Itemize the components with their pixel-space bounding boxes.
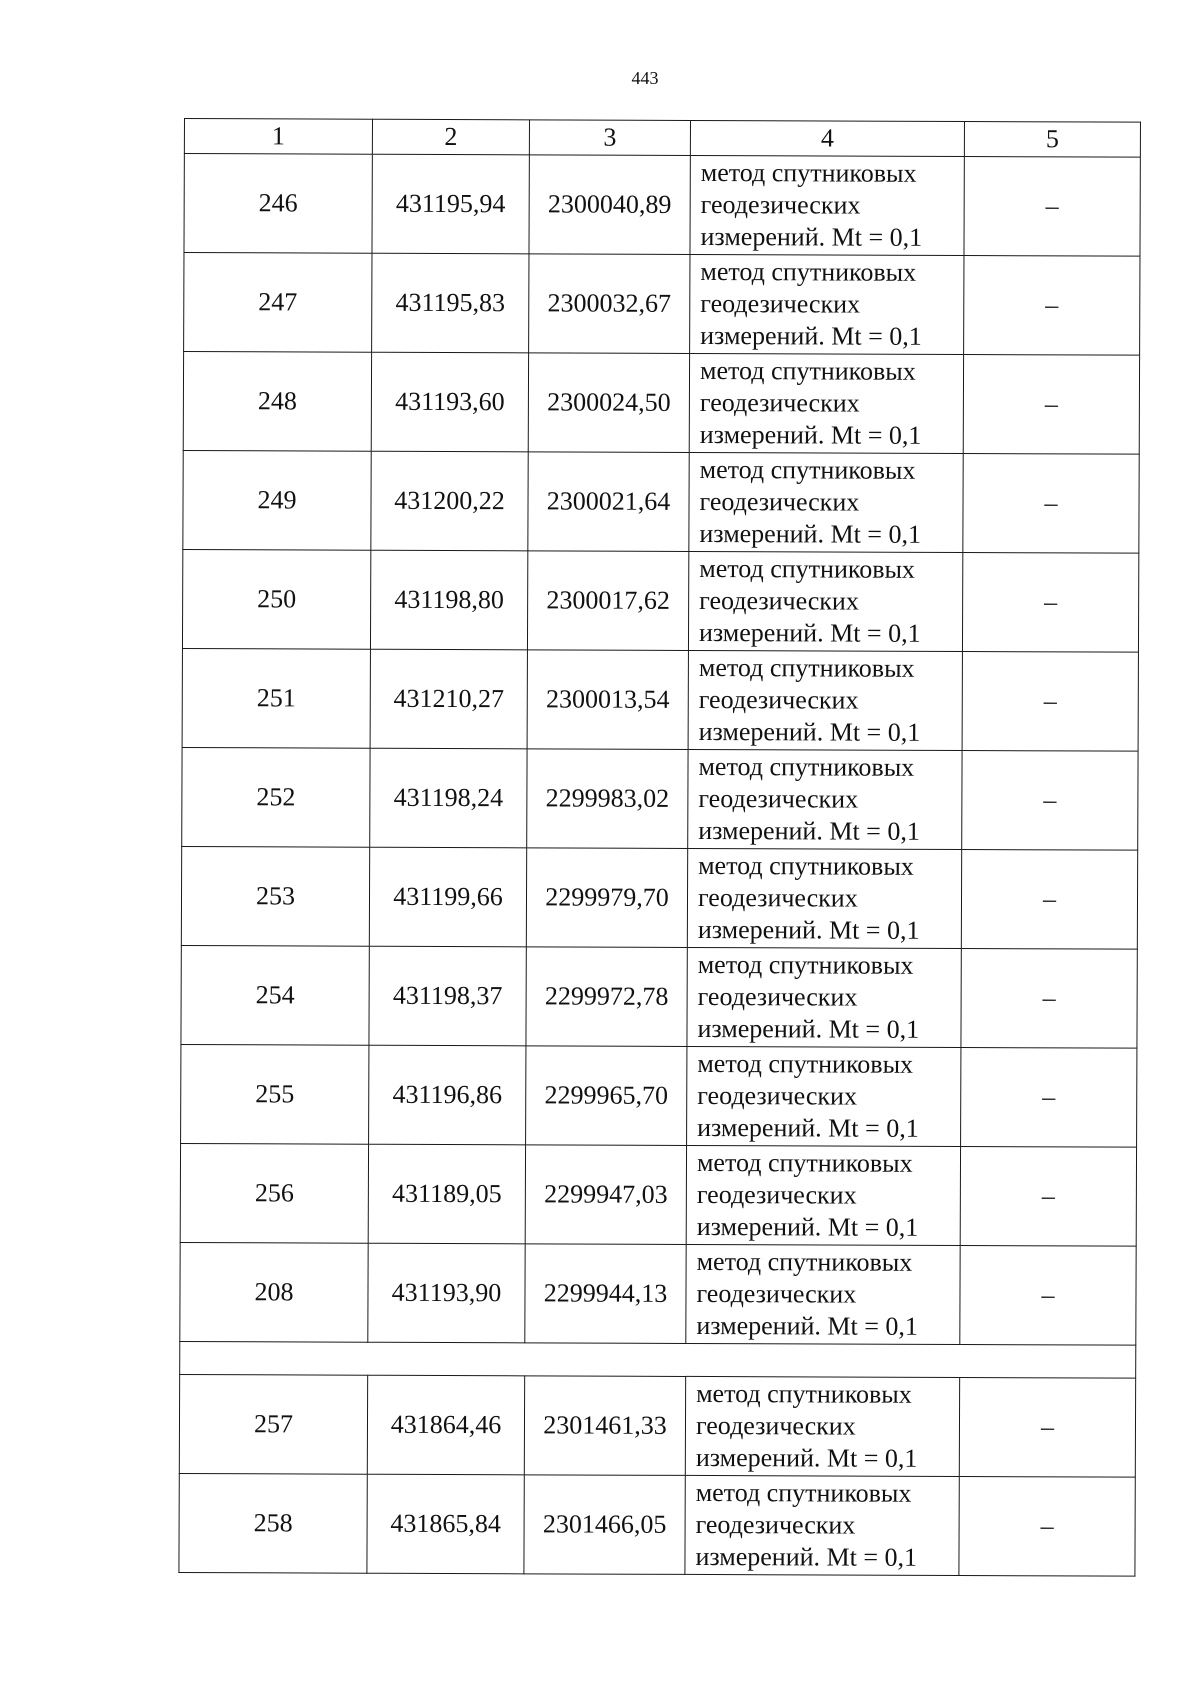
point-number-cell: 248 bbox=[183, 352, 371, 452]
table-gap bbox=[180, 1341, 1136, 1378]
coordinate-x-cell: 431198,37 bbox=[369, 946, 526, 1046]
method-line: измерений. Mt = 0,1 bbox=[698, 815, 920, 846]
method-line: метод спутниковых bbox=[699, 355, 916, 386]
coordinate-y-cell: 2300032,67 bbox=[529, 254, 690, 354]
table-row bbox=[182, 648, 1138, 751]
dash-cell: – bbox=[960, 1146, 1136, 1246]
dash-cell: – bbox=[962, 651, 1138, 751]
method-line: измерений. Mt = 0,1 bbox=[699, 518, 922, 549]
method-line: геодезических bbox=[697, 981, 858, 1012]
method-line: метод спутниковых bbox=[699, 454, 916, 485]
method-line: измерений. Mt = 0,1 bbox=[697, 914, 920, 945]
coordinate-x-cell: 431193,60 bbox=[371, 352, 528, 452]
point-number-cell: 247 bbox=[184, 253, 372, 353]
dash-cell: – bbox=[962, 750, 1138, 850]
dash-cell: – bbox=[959, 1377, 1135, 1477]
table-row bbox=[181, 1044, 1137, 1147]
method-cell bbox=[690, 254, 964, 354]
method-line: геодезических bbox=[699, 585, 859, 616]
coordinate-y-cell: 2300021,64 bbox=[528, 452, 689, 552]
method-line: метод спутниковых bbox=[698, 652, 915, 683]
coordinate-y-cell: 2301461,33 bbox=[524, 1376, 685, 1476]
method-line: геодезических bbox=[697, 882, 858, 913]
dash-cell: – bbox=[964, 156, 1140, 256]
method-cell bbox=[689, 452, 963, 552]
method-line: геодезических bbox=[695, 1509, 856, 1540]
coordinate-x-cell: 431199,66 bbox=[369, 847, 526, 947]
coordinate-x-cell: 431864,46 bbox=[367, 1375, 524, 1475]
table-row bbox=[183, 450, 1139, 553]
method-line: метод спутниковых bbox=[697, 1048, 914, 1079]
coordinate-y-cell: 2299972,78 bbox=[526, 947, 687, 1047]
method-line: метод спутниковых bbox=[695, 1477, 912, 1508]
point-number-cell: 254 bbox=[181, 945, 369, 1045]
method-line: геодезических bbox=[698, 783, 859, 814]
table-row bbox=[180, 1242, 1136, 1345]
dash-cell: – bbox=[959, 1476, 1135, 1576]
method-line: измерений. Mt = 0,1 bbox=[697, 1112, 919, 1143]
method-line: метод спутниковых bbox=[696, 1147, 913, 1178]
coordinate-x-cell: 431865,84 bbox=[367, 1474, 524, 1574]
table-row bbox=[181, 945, 1137, 1048]
dash-cell: – bbox=[963, 453, 1139, 553]
method-line: геодезических bbox=[699, 486, 860, 517]
method-line: измерений. Mt = 0,1 bbox=[698, 716, 921, 747]
header-col-2: 2 bbox=[372, 119, 529, 155]
method-line: измерений. Mt = 0,1 bbox=[700, 320, 922, 351]
method-line: метод спутниковых bbox=[698, 850, 914, 881]
method-cell bbox=[690, 155, 964, 255]
point-number-cell: 255 bbox=[181, 1044, 369, 1144]
coordinate-x-cell: 431189,05 bbox=[368, 1144, 525, 1244]
table-row bbox=[184, 154, 1140, 257]
method-line: метод спутниковых bbox=[697, 949, 914, 980]
coordinate-y-cell: 2299944,13 bbox=[525, 1244, 686, 1344]
method-cell bbox=[687, 1046, 961, 1146]
dash-cell: – bbox=[961, 849, 1137, 949]
method-line: измерений. Mt = 0,1 bbox=[695, 1442, 918, 1473]
method-cell bbox=[686, 1145, 960, 1245]
coordinate-x-cell: 431196,86 bbox=[369, 1045, 526, 1145]
method-line: измерений. Mt = 0,1 bbox=[697, 1013, 920, 1044]
method-cell bbox=[688, 650, 962, 750]
method-line: метод спутниковых bbox=[696, 1246, 913, 1277]
header-row bbox=[184, 119, 1140, 158]
coordinate-y-cell: 2300013,54 bbox=[527, 650, 688, 750]
method-cell bbox=[688, 551, 962, 651]
method-cell bbox=[689, 353, 963, 453]
dash-cell: – bbox=[964, 255, 1140, 355]
table-row bbox=[183, 352, 1139, 455]
method-line: метод спутниковых bbox=[698, 751, 915, 782]
method-line: метод спутниковых bbox=[699, 553, 916, 584]
method-line: измерений. Mt = 0,1 bbox=[695, 1541, 918, 1572]
table-row bbox=[180, 1143, 1136, 1246]
method-cell bbox=[685, 1475, 959, 1575]
method-line: геодезических bbox=[697, 1080, 858, 1111]
separator-cell bbox=[180, 1341, 1136, 1378]
table-body-block-a bbox=[180, 154, 1141, 1346]
coordinate-y-cell: 2300017,62 bbox=[527, 551, 688, 651]
point-number-cell: 256 bbox=[180, 1143, 368, 1243]
method-line: измерений. Mt = 0,1 bbox=[699, 419, 922, 450]
method-line: измерений. Mt = 0,1 bbox=[700, 221, 923, 252]
table-row bbox=[179, 1374, 1135, 1477]
point-number-cell: 208 bbox=[180, 1242, 368, 1342]
method-cell bbox=[685, 1376, 959, 1476]
point-number-cell: 253 bbox=[181, 846, 369, 946]
method-line: измерений. Mt = 0,1 bbox=[696, 1211, 919, 1242]
method-line: геодезических bbox=[700, 189, 861, 220]
table-body-block-b bbox=[179, 1374, 1136, 1576]
point-number-cell: 251 bbox=[182, 648, 370, 748]
dash-cell: – bbox=[962, 552, 1138, 652]
coordinate-y-cell: 2300024,50 bbox=[528, 353, 689, 453]
method-line: метод спутниковых bbox=[700, 157, 917, 188]
coordinate-x-cell: 431195,94 bbox=[372, 154, 529, 254]
method-line: измерений. Mt = 0,1 bbox=[696, 1310, 919, 1341]
coordinate-y-cell: 2299965,70 bbox=[526, 1046, 687, 1146]
dash-cell: – bbox=[963, 354, 1139, 454]
point-number-cell: 250 bbox=[182, 549, 370, 649]
coordinate-x-cell: 431193,90 bbox=[368, 1243, 525, 1343]
method-line: геодезических bbox=[699, 387, 860, 418]
table-row bbox=[182, 747, 1138, 850]
method-line: метод спутниковых bbox=[700, 256, 917, 287]
method-cell bbox=[688, 749, 962, 849]
method-line: геодезических bbox=[695, 1410, 856, 1441]
coordinate-y-cell: 2300040,89 bbox=[529, 155, 690, 255]
method-line: геодезических bbox=[698, 684, 859, 715]
point-number-cell: 258 bbox=[179, 1473, 367, 1573]
header-col-4: 4 bbox=[690, 120, 964, 156]
method-cell bbox=[686, 1244, 960, 1344]
method-line: геодезических bbox=[696, 1179, 857, 1210]
coordinates-table bbox=[178, 118, 1141, 1577]
point-number-cell: 252 bbox=[182, 747, 370, 847]
method-line: геодезических bbox=[700, 288, 861, 319]
coordinate-y-cell: 2299979,70 bbox=[526, 848, 687, 948]
method-line: геодезических bbox=[696, 1278, 857, 1309]
page-number: 443 bbox=[631, 68, 659, 88]
table-row bbox=[184, 253, 1140, 356]
coordinate-x-cell: 431195,83 bbox=[372, 253, 529, 353]
point-number-cell: 257 bbox=[179, 1374, 367, 1474]
coordinate-x-cell: 431200,22 bbox=[371, 451, 528, 551]
header-col-5: 5 bbox=[964, 121, 1140, 157]
method-cell bbox=[687, 848, 961, 948]
coordinate-x-cell: 431198,24 bbox=[370, 748, 527, 848]
coordinate-x-cell: 431210,27 bbox=[370, 649, 527, 749]
table-row bbox=[179, 1473, 1135, 1576]
separator-row bbox=[180, 1341, 1136, 1378]
coordinate-y-cell: 2301466,05 bbox=[524, 1475, 685, 1575]
dash-cell: – bbox=[960, 1245, 1136, 1345]
coordinate-y-cell: 2299983,02 bbox=[527, 749, 688, 849]
coordinate-y-cell: 2299947,03 bbox=[525, 1145, 686, 1245]
method-cell bbox=[687, 947, 961, 1047]
point-number-cell: 249 bbox=[183, 450, 371, 550]
table-row bbox=[181, 846, 1137, 949]
dash-cell: – bbox=[961, 948, 1137, 1048]
dash-cell: – bbox=[961, 1047, 1137, 1147]
table-row bbox=[182, 549, 1138, 652]
method-line: измерений. Mt = 0,1 bbox=[698, 617, 921, 648]
point-number-cell: 246 bbox=[184, 154, 372, 254]
method-line: метод спутниковых bbox=[696, 1378, 912, 1409]
header-col-1: 1 bbox=[184, 119, 372, 155]
header-col-3: 3 bbox=[529, 120, 690, 156]
coordinate-x-cell: 431198,80 bbox=[370, 550, 527, 650]
